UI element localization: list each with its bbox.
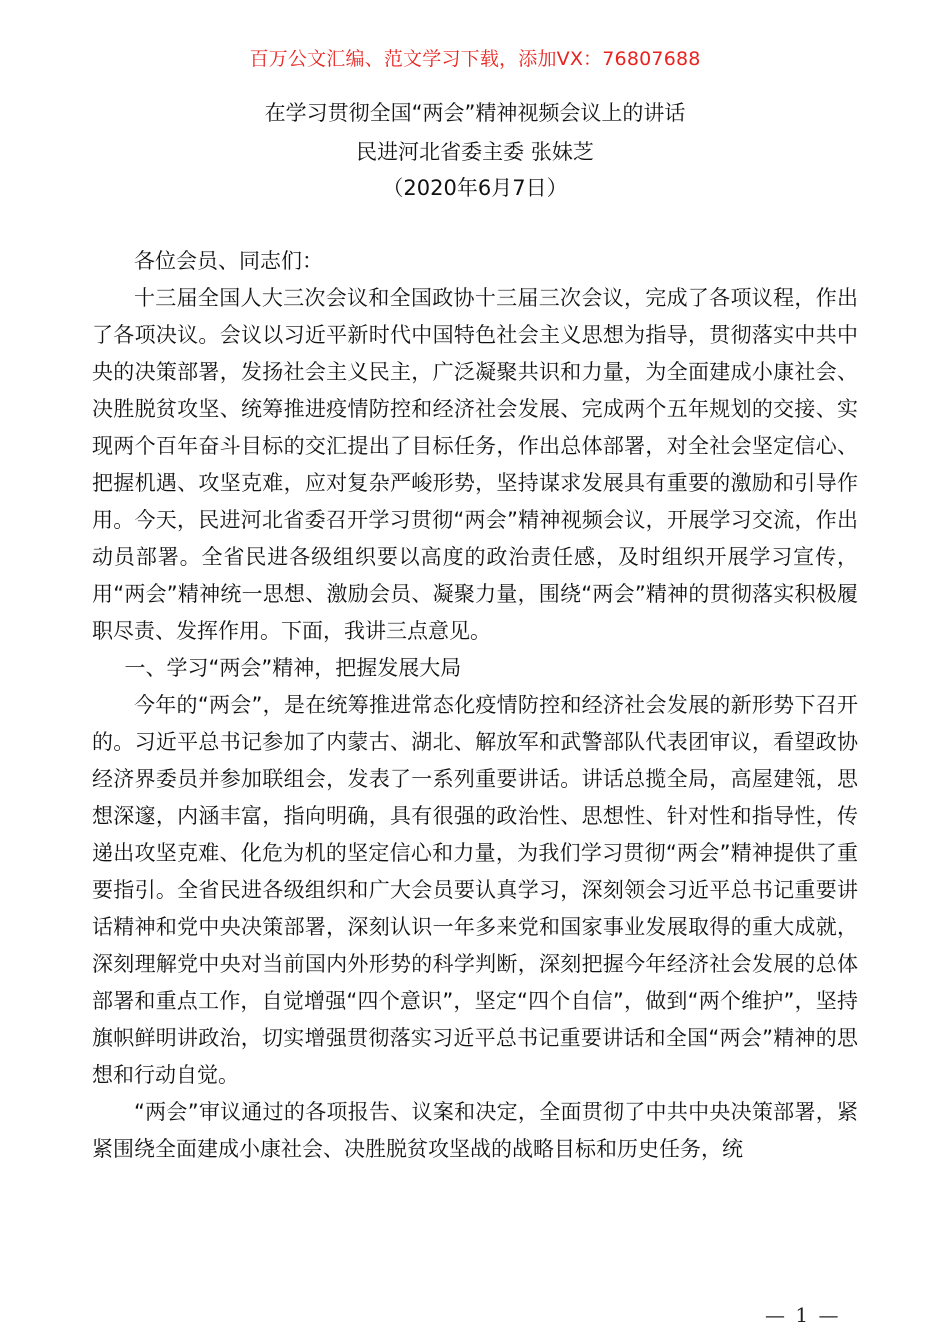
salutation: 各位会员、同志们：	[134, 249, 323, 273]
promo-banner: 百万公文汇编、范文学习下载，添加VX：76807688	[249, 48, 701, 70]
document-title: 在学习贯彻全国“两会”精神视频会议上的讲话	[264, 101, 686, 125]
page-number: — 1 —	[765, 1303, 841, 1327]
body-paragraph: 十三届全国人大三次会议和全国政协十三届三次会议，完成了各项议程，作出了各项决议。会议以习近平新时代中国特色社会主义思想为指导，贯彻落实中共中央的决策部署，发扬社会主义民主，广泛凝聚共识和力量，为全面建成小康社会、决胜脱贫攻坚、统筹推进疫情防控和经济社会发展、完成两个五年规划的交接、实现两个百年奋斗目标的交汇提出了目标任务，作出总体部署，对全社会坚定信心、把握机遇、攻坚克难，应对复杂严峻形势，坚持谋求发展具有重要的激励和引导作用。今天，民进河北省委召开学习贯彻“两会”精神视频会议，开展学习交流，作出动员部署。全省民进各级组织要以高度的政治责任感，及时组织开展学习宣传，用“两会”精神统一思想、激励会员、凝聚力量，围绕“两会”精神的贯彻落实积极履职尽责、发挥作用。下面，我讲三点意见。	[92, 286, 858, 643]
author-line: 民进河北省委主委 张妹芝	[356, 140, 594, 164]
document-body	[92, 243, 858, 1168]
body-paragraph: “两会”审议通过的各项报告、议案和决定，全面贯彻了中共中央决策部署，紧紧围绕全面建成小康社会、决胜脱贫攻坚战的战略目标和历史任务，统	[92, 1100, 858, 1161]
speech-date: （2020年6月7日）	[382, 176, 568, 200]
body-paragraph: 今年的“两会”，是在统筹推进常态化疫情防控和经济社会发展的新形势下召开的。习近平总书记参加了内蒙古、湖北、解放军和武警部队代表团审议，看望政协经济界委员并参加联组会，发表了一系列重要讲话。讲话总揽全局，高屋建瓴，思想深邃，内涵丰富，指向明确，具有很强的政治性、思想性、针对性和指导性，传递出攻坚克难、化危为机的坚定信心和力量，为我们学习贯彻“两会”精神提供了重要指引。全省民进各级组织和广大会员要认真学习，深刻领会习近平总书记重要讲话精神和党中央决策部署，深刻认识一年多来党和国家事业发展取得的重大成就，深刻理解党中央对当前国内外形势的科学判断，深刻把握今年经济社会发展的总体部署和重点工作，自觉增强“四个意识”，坚定“四个自信”，做到“两个维护”，坚持旗帜鲜明讲政治，切实增强贯彻落实习近平总书记重要讲话和全国“两会”精神的思想和行动自觉。	[92, 693, 858, 1087]
section-heading: 一、学习“两会”精神，把握发展大局	[124, 656, 462, 680]
